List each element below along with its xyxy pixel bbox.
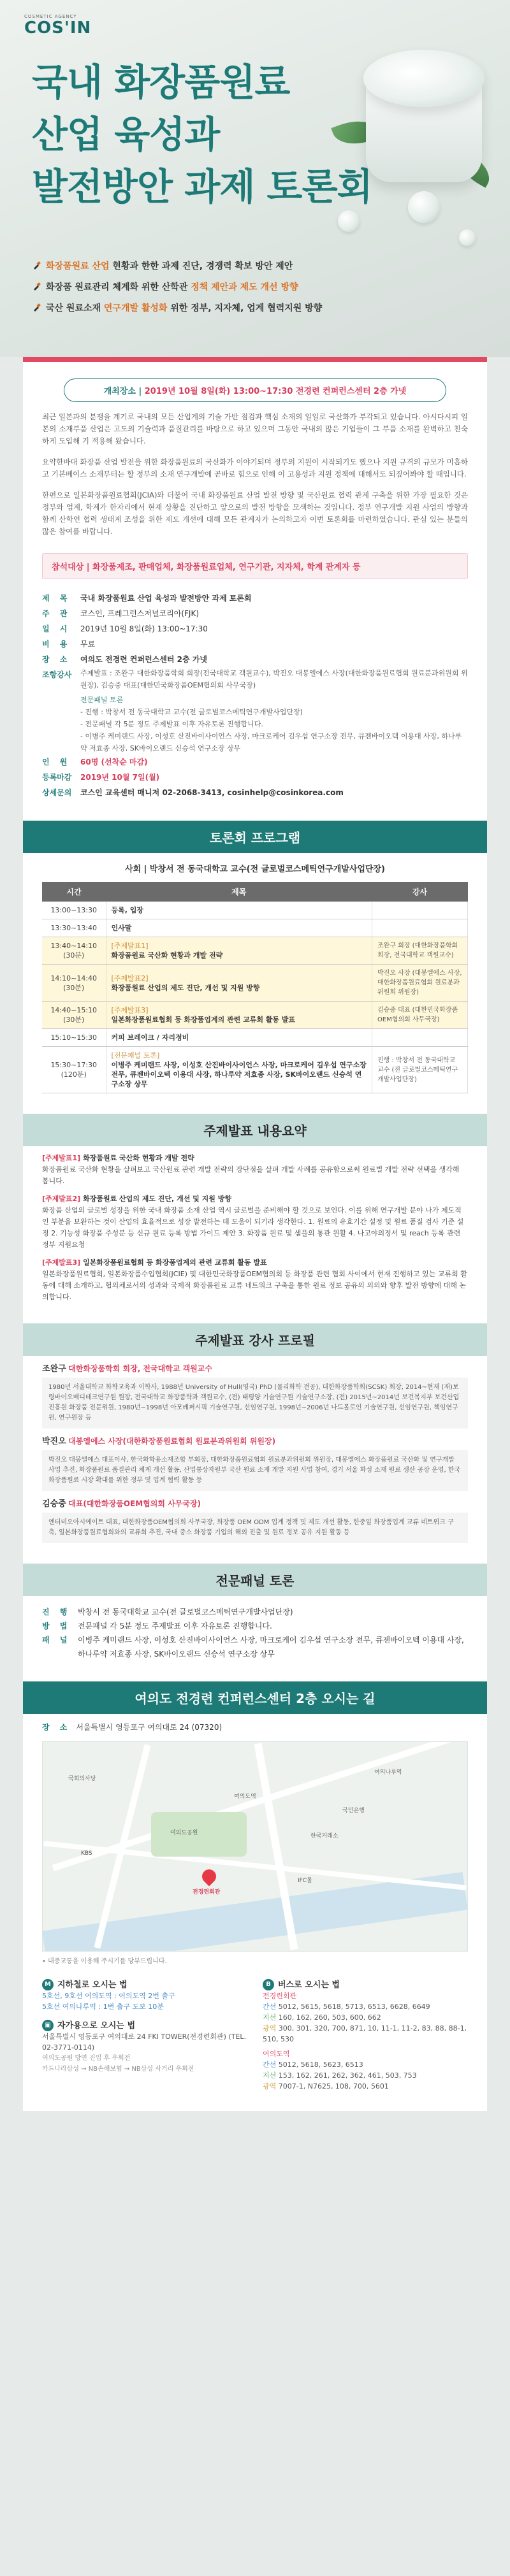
table-row: [42, 902, 468, 919]
program-title: 커피 브레이크 / 자리정비: [111, 1033, 189, 1042]
car-line: 서울특별시 영등포구 여의대로 24 FKI TOWER(전경련회관) (TEL. 02-3771-0114): [42, 2033, 247, 2052]
topic-head: 화장품원료 산업의 제도 진단, 개선 및 지원 방향: [83, 1195, 231, 1203]
program-time: 15:10~15:30: [42, 1029, 106, 1047]
info-label: 조항강사: [42, 670, 72, 679]
program-speaker: 진행 : 박창서 전 동국대학교 교수 (전 글로벌코스메틱연구개발사업단장): [372, 1047, 468, 1093]
speaker-profile: [42, 1364, 468, 1428]
speakers-section-title: 주제발표 강사 프로필: [23, 1323, 487, 1356]
program-title: 이병주 케미랜드 사장, 이성호 산진바이사이언스 사장, 마크로케어 김우섭 연구소장 전무, 큐젠바이오텍 이용대 사장, 하나루약 저효종 사장, SK바이오랜드 신승석 연구소장 상무: [111, 1061, 367, 1088]
speaker-name: 박진오: [42, 1437, 66, 1446]
bus-row: [263, 2059, 468, 2070]
speaker-role: 대표(대한화장품OEM협의회 사무국장): [68, 1499, 201, 1508]
map-label: 국회의사당: [68, 1776, 96, 1782]
event-date: 2019년 10월 8일(화) 13:00~17:30: [80, 624, 208, 633]
hero-bullet: [32, 298, 322, 319]
bus-type: 간선: [263, 2003, 277, 2011]
bus-row: [263, 2023, 468, 2045]
hero-title-line: 산업 육성과: [32, 113, 220, 156]
info-label: 주 관: [42, 609, 71, 618]
program-time: 13:40~14:10 (30분): [42, 937, 106, 965]
info-label: 비 용: [42, 640, 71, 649]
program-time: 14:40~15:10 (30분): [42, 1002, 106, 1029]
program-title-cell: [106, 919, 372, 937]
map-label: 전경련회관: [193, 1889, 221, 1896]
event-place: 여의도 전경련 컨퍼런스센터 2층 가넷: [80, 655, 207, 664]
hero-title-line: 발전방안 과제 토론회: [32, 165, 372, 208]
panel-host: 박창서 전 동국대학교 교수(전 글로벌코스메틱연구개발사업단장): [78, 1608, 293, 1616]
program-time: 15:30~17:30 (120분): [42, 1047, 106, 1093]
event-capacity: 60명 (선착순 마감): [80, 758, 148, 766]
table-row: [42, 1029, 468, 1047]
map-label: 국민은행: [342, 1808, 365, 1814]
hero-bullet-highlight: 화장품원료 산업: [46, 261, 110, 271]
topic-tag: [주제발표2]: [42, 1195, 81, 1203]
car-icon: ▣: [42, 2020, 54, 2031]
bus-numbers: 7007-1, N7625, 108, 700, 5601: [278, 2082, 389, 2090]
logo: [24, 14, 94, 37]
bus-type: 간선: [263, 2061, 277, 2069]
transport-left: [42, 1979, 247, 2092]
program-title-cell: [106, 902, 372, 919]
speaker-name: 조완구: [42, 1364, 66, 1374]
target-audience: 참석대상 | 화장품제조, 판매업체, 화장품원료업체, 연구기관, 지자체, 학계 관계자 등: [42, 553, 468, 579]
topics-section-title: 주제발표 내용요약: [23, 1114, 487, 1146]
speaker-bio: 1980년 서울대학교 화학교육과 이학사, 1988년 University of Hull(영국) PhD (물리화학 전공), 대한화장품학회(SCSK) 회장, 2014~현재 (재)보령바이오메디테크연구원 원장, 전국대학교 화장품학과 객원교수, (전) 태평양 기술연구원 기술연구소장, (전) 2015년~2014년 보건복지부 보건산업진흥원 화장품 전문위원, 1980년~1998년 아모레퍼시픽 기술연구원, 선임연구원, 1998년~2006년 나드볼로인 기술연구원, 선임연구원, 책임연구원, 연구원장 등: [42, 1378, 468, 1428]
panel-method: 전문패널 각 5분 정도 주제발표 이후 자유토론 진행합니다.: [78, 1622, 272, 1630]
topic-head: 화장품원료 국산화 현황과 개발 전략: [83, 1154, 194, 1162]
bus-row: [263, 2081, 468, 2092]
program-title: 인사말: [111, 924, 132, 932]
table-header: 제목: [106, 882, 372, 902]
info-label: 인 원: [42, 758, 71, 766]
topic-head: 일본화장품원료협회 등 화장품업계의 관련 교류회 활동 발표: [83, 1258, 267, 1267]
program-title: 일본화장품원료협회 등 화장품업계의 관련 교류회 활동 발표: [111, 1016, 296, 1024]
car-line: 여의도공원 방면 진입 후 우회전: [42, 2055, 131, 2062]
car-line: 카드나라삼성 → NB손해보험 → NB삼성 사거리 우회전: [42, 2066, 194, 2073]
subway-title: 지하철로 오시는 법: [57, 1980, 127, 1990]
program-title-cell: [106, 1002, 372, 1029]
hero-bullet-text: 국산 원료소재: [46, 303, 104, 313]
program-tag: [주제발표1]: [111, 942, 149, 950]
topic-item: [42, 1193, 468, 1251]
table-header: 시간: [42, 882, 106, 902]
program-tag: [주제발표3]: [111, 1006, 149, 1014]
bus-stop: 전경련회관: [263, 1992, 297, 2000]
transport-info: [42, 1979, 468, 2092]
map-label: 한국거래소: [310, 1833, 339, 1839]
bus-list: [263, 2059, 468, 2092]
bus-type: 지선: [263, 2071, 277, 2080]
speaker-profile: [42, 1436, 468, 1491]
address-value: 서울특별시 영등포구 여의대로 24 (07320): [76, 1723, 222, 1732]
address: [42, 1722, 468, 1732]
table-row: [42, 919, 468, 937]
location-section-title: 여의도 전경련 컨퍼런스센터 2층 오시는 길: [23, 1681, 487, 1714]
event-fee: 무료: [80, 640, 96, 649]
logo-text: COS'IN: [24, 18, 92, 38]
table-row: [42, 1047, 468, 1093]
dropper-icon: [32, 299, 41, 308]
bus-type: 광역: [263, 2082, 277, 2090]
event-speakers: 주제발표 : 조완구 대한화장품학회 회장(전국대학교 객원교수), 박진오 대봉엘에스 사장(대한화장품원료협회 원료분과위원회 위원장), 김승중 대표(대한민국화장품OEM협의회 사무국장): [80, 669, 468, 689]
bus-row: [263, 2070, 468, 2081]
program-title-cell: [106, 1047, 372, 1093]
hero-title-line: 국내 화장품원료: [32, 61, 290, 104]
panel-members: 이병주 케미랜드 사장, 이성호 산진바이사이언스 사장, 마크로케어 김우섭 연구소장 전무, 큐젠바이오텍 이용대 사장, 하나루약 저효종 사장, SK바이오랜드 신승석 연구소장 상무: [78, 1636, 464, 1659]
transport-right: [263, 1979, 468, 2092]
speaker-role: 대봉엘에스 사장(대한화장품원료협회 원료분과위원회 위원장): [68, 1437, 276, 1446]
bus-row: [263, 2012, 468, 2023]
hero-bullets: [32, 256, 322, 319]
program-table: [42, 882, 468, 1093]
venue-notice: [64, 378, 446, 402]
event-info: [42, 591, 468, 800]
bus-title: 버스로 오시는 법: [278, 1980, 340, 1990]
program-speaker: 조완구 회장 (대한화장품학회 회장, 전국대학교 객원교수): [372, 937, 468, 965]
panel-line: - 진행 : 박창서 전 동국대학교 교수(전 글로벌코스메틱연구개발사업단장): [80, 708, 303, 716]
map-label: IFC몰: [298, 1878, 312, 1884]
topics-list: [42, 1153, 468, 1303]
topic-body: 화장품원료 국산화 현황을 살펴보고 국산원료 관련 개발 전략의 장단점을 살펴 개발 사례를 공유함으로써 원료별 개발 전략 선택을 생각해 봅니다.: [42, 1165, 460, 1185]
topic-item: [42, 1257, 468, 1303]
program-title-cell: [106, 1029, 372, 1047]
map-note: • 대중교통을 이용해 주시기를 당부드립니다.: [42, 1958, 167, 1965]
bus-numbers: 5012, 5618, 5623, 6513: [278, 2061, 363, 2069]
map-label: KBS: [81, 1850, 92, 1857]
program-speaker: [372, 919, 468, 937]
program-tag: [주제발표2]: [111, 974, 149, 982]
map-label: 여의나루역: [374, 1769, 402, 1776]
dropper-icon: [32, 278, 41, 287]
topic-tag: [주제발표3]: [42, 1258, 81, 1267]
program-title-cell: [106, 937, 372, 965]
hero-bullet: [32, 277, 322, 298]
program-title: 화장품원료 산업의 제도 진단, 개선 및 지원 방향: [111, 983, 260, 992]
hero-bullet-highlight: 연구개발 활성화: [103, 303, 168, 313]
table-row: [42, 1002, 468, 1029]
intro-paragraph: 요약한바대 화장품 산업 발전을 위한 화장품원료의 국산화가 이야기되며 정부의 지원이 시작되기도 했으나 지원 규격의 규모가 미흡하고 기본베이스 소재부터는 할 정부의 소재 연구개발에 곧바로 힘으로 인해 이 고용성과 지원 정책에 대해서도 되짚어봐야 할 때입니다.: [42, 457, 468, 479]
hero-banner: [0, 0, 510, 357]
cosmetic-jar-illustration: [360, 50, 487, 190]
intro-paragraph: 최근 일본과의 분쟁을 계기로 국내의 모든 산업계의 기술 가반 점검과 핵심 소재의 일일로 국산화가 부각되고 있습니다. 아시다시피 일본의 소재부품 산업은 고도의 기술력과 품질관리를 바탕으로 하고 있으며 그동안 국내의 많은 기업들이 그 부품 소재를 완벽하고 친숙하게 도입해 기 적용해 왔습니다.: [42, 412, 468, 445]
hero-bullet-text: 위한 정부, 지자체, 업계 협력지원 방향: [167, 303, 323, 313]
program-time: 13:00~13:30: [42, 902, 106, 919]
info-label: 제 목: [42, 594, 71, 603]
subway-line: 5호선, 9호선 여의도역 : 여의도역 2번 출구: [42, 1992, 175, 2000]
info-label: 장 소: [42, 655, 71, 664]
program-moderator: 사회 | 박창서 전 동국대학교 교수(전 글로벌코스메틱연구개발사업단장): [125, 865, 385, 874]
bus-stop: 여의도역: [263, 2050, 290, 2058]
panel-label: 방 법: [42, 1622, 71, 1630]
hero-title: [32, 56, 372, 213]
speaker-profile: [42, 1499, 468, 1543]
panel-line: - 전문패널 각 5분 정도 주제발표 이후 자유토론 진행합니다.: [80, 720, 263, 728]
topic-body: 화장품 산업의 글로벌 성장을 위한 국내 화장품 소재 산업 역시 글로벌을 준비해야 할 것으로 보인다. 이를 위해 연구개발 분야 나가 제도적인 부분을 보완하는 것이 산업의 효율적으로 성장 발전하는 데 도움이 되기라 생각한다. 1. 원료의 유효기간 설정 및 원료 품질 검사 기준 설정 2. 기능성 화장품 주성분 등 신규 원료 등록 방법 가이드 제안 3. 화장품 원료 및 샘플의 통관 원활 4. 나고야의정서 및 reach 등록 관련 정부 지원요청: [42, 1206, 464, 1249]
hero-bullet-text: 현황과 한한 과제 진단, 경쟁력 확보 방안 제안: [109, 261, 293, 271]
event-title: 국내 화장품원료 산업 육성과 발전방안 과제 토론회: [80, 594, 252, 603]
bubble-icon: [459, 229, 476, 246]
speaker-name: 김승중: [42, 1499, 66, 1509]
program-speaker: 박진오 사장 (대봉엘에스 사장, 대한화장품원료협회 원료분과위원회 위원장): [372, 965, 468, 1002]
info-label: 상세문의: [42, 788, 72, 797]
panel-section-title: 전문패널 토론: [23, 1564, 487, 1596]
subway-icon: M: [42, 1979, 54, 1990]
map-pin-icon: [199, 1866, 219, 1886]
topic-body: 일본화장품원료협회, 일본화장품수입협회(JCIE) 및 대한민국화장품OEM협의회 등 화장품 관련 협회 사이에서 현재 진행하고 있는 교류회 활동에 대해 소개하고, 협의체로서의 성과와 국제적 화장품원료 교류 네트워크 구축을 통한 원료 정보 공유의 의의와 향후 발전 방향에 대해 논의합니다.: [42, 1270, 467, 1301]
program-speaker: [372, 902, 468, 919]
program-time: 14:10~14:40 (30분): [42, 965, 106, 1002]
intro-paragraph: 한편으로 일본화장품원료협회(JCIA)와 더불어 국내 화장품원료 산업 발전 방향 및 국산원료 협력 관계 구축을 위한 가장 필요한 것은 정부와 업계, 학계가 한자리에서 현재 상황을 진단하고 앞으로의 발전 방향을 모색하는 것입니다. 정부 연구개발 지원 사업의 방향과 함께 산학연 협력 생태계 조성을 위한 제도 개선에 대해 모든 관계자가 논의하고자 이번 토론회를 마련하였습니다. 관심 있는 분들의 많은 참여를 바랍니다.: [42, 491, 468, 536]
hero-bullet: [32, 256, 322, 277]
topic-tag: [주제발표1]: [42, 1154, 81, 1162]
hero-bullet-highlight: 정책 제안과 제도 개선 방향: [191, 282, 298, 292]
program-section-title: 토론회 프로그램: [23, 821, 487, 853]
venue-notice-label: 개최장소 |: [103, 387, 145, 396]
panel-line: - 이병주 케미랜드 사장, 이성호 산진바이사이언스 사장, 마크로케어 김우섭 연구소장 전무, 큐젠바이오텍 이용대 사장, 하나루약 저효종 사장, SK바이오랜드 신승석 연구소장 상무: [80, 732, 462, 752]
panel-info: [42, 1605, 468, 1661]
bubble-icon: [408, 191, 440, 223]
info-label: 일 시: [42, 624, 71, 633]
bus-type: 광역: [263, 2024, 277, 2033]
table-header: 강사: [372, 882, 468, 902]
venue-notice-value: 2019년 10월 8일(화) 13:00~17:30 전경련 컨퍼런스센터 2층 가넷: [144, 387, 407, 396]
map-label: 여의도공원: [170, 1830, 198, 1836]
hero-bullet-text: 화장품 원료관리 체계화 위한 산학관: [46, 282, 191, 292]
logo-tagline: COSMETIC AGENCY: [24, 14, 77, 19]
location-map[interactable]: [42, 1741, 468, 1952]
program-time: 13:30~13:40: [42, 919, 106, 937]
topic-item: [42, 1153, 468, 1187]
event-contact: 코스인 교육센터 매니저 02-2068-3413, cosinhelp@cosinkorea.com: [80, 788, 344, 797]
program-speaker: 김승중 대표 (대한민국화장품OEM협의회 사무국장): [372, 1002, 468, 1029]
map-label: 여의도역: [234, 1794, 256, 1800]
bubble-icon: [338, 210, 360, 232]
program-tag: [전문패널 토론]: [111, 1051, 160, 1060]
speaker-role: 대한화장품학회 회장, 전국대학교 객원교수: [68, 1364, 212, 1373]
speaker-bio: 엔터비오아시에이트 대표, 대한화장품OEM협의회 사무국장, 화장품 OEM ODM 업계 정책 및 제도 개선 활동, 한중일 화장품업계 교류 네트워크 구축, 일본화장품원료협회와의 교류회 추진, 국내 중소 화장품 기업의 해외 진출 및 원료 정보 공유 지원 활동 등: [42, 1513, 468, 1543]
speakers-list: [42, 1364, 468, 1543]
bus-list: [263, 2001, 468, 2045]
panel-label: 패 널: [42, 1636, 71, 1644]
bus-numbers: 5012, 5615, 5618, 5713, 6513, 6628, 6649: [278, 2003, 430, 2011]
car-title: 자가용으로 오시는 법: [57, 2020, 136, 2031]
program-title-cell: [106, 965, 372, 1002]
table-row: [42, 965, 468, 1002]
program-title: 화장품원료 국산화 현황과 개발 전략: [111, 951, 223, 960]
speaker-bio: 박진오 대봉엘에스 대표이사, 한국화학용소재조합 부회장, 대한화장품원료협회 원료분과위원회 위원장, 대봉엘에스 화장품원료 국산화 및 연구개발 사업 추진, 화장품원료 품질관리 체계 개선 활동, 산업통상자원부 국산 원료 소재 개발 지원 사업 참여, 경기 서울 화성 소재 원료 생산 공장 운영, 한국 화장품원료 시장 확대를 위한 정부 및 업계 협력 활동 등: [42, 1450, 468, 1491]
bus-numbers: 300, 301, 320, 700, 871, 10, 11-1, 11-2, 83, 88, 88-1, 510, 530: [263, 2024, 467, 2043]
bus-icon: B: [263, 1979, 274, 1990]
event-host: 코스인, 프레그런스저널코리아(FJK): [80, 609, 199, 618]
bus-numbers: 153, 162, 261, 262, 362, 461, 503, 753: [278, 2071, 417, 2080]
bus-row: [263, 2001, 468, 2012]
event-deadline: 2019년 10월 7일(월): [80, 773, 160, 782]
table-row: [42, 937, 468, 965]
dropper-icon: [32, 257, 41, 266]
bus-numbers: 160, 162, 260, 503, 600, 662: [278, 2013, 381, 2022]
subway-line: 5호선 여의나루역 : 1번 출구 도보 10분: [42, 2003, 164, 2011]
panel-heading: 전문패널 토론: [80, 696, 124, 704]
bus-type: 지선: [263, 2013, 277, 2022]
main-content: [23, 357, 487, 2111]
program-speaker: [372, 1029, 468, 1047]
info-label: 등록마감: [42, 773, 72, 782]
panel-label: 진 행: [42, 1608, 71, 1616]
program-title: 등록, 입장: [111, 906, 144, 914]
address-label: 장 소: [42, 1723, 71, 1732]
